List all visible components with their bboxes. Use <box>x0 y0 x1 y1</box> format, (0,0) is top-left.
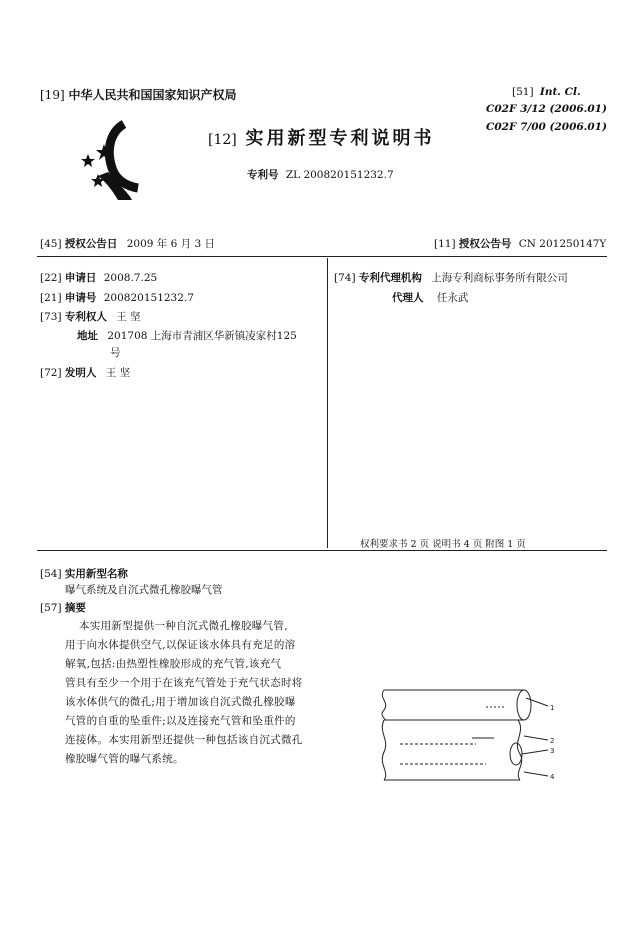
patent-no: ZL 200820151232.7 <box>285 169 394 181</box>
abstract-line: 用于向水体提供空气,以保证该水体具有充足的溶 <box>65 639 296 651</box>
connector-left-wave <box>382 720 385 780</box>
pipe-left-wave <box>382 690 386 720</box>
grant-label: 授权公告日 <box>64 238 118 250</box>
page-summary: 权利要求书 2 页 说明书 4 页 附图 1 页 <box>360 539 526 550</box>
grant-date: 2009 年 6 月 3 日 <box>126 238 216 250</box>
abstract-heading: [57] 摘要 <box>40 602 86 614</box>
pipe-end-ellipse <box>517 690 531 720</box>
pub-no-label: 授权公告号 <box>458 238 512 250</box>
pub-no: CN 201250147Y <box>518 238 607 250</box>
biblio-row-22: [22] 申请日 2008.7.25 <box>40 272 158 284</box>
aeration-pipe-figure <box>376 680 566 795</box>
figure-label-1: 1 <box>550 704 555 712</box>
doc-type-title: 实用新型专利说明书 <box>245 128 435 149</box>
sipo-emblem-icon <box>72 120 152 200</box>
title-heading: [54] 实用新型名称 <box>40 568 128 580</box>
leader-line-4 <box>524 772 548 776</box>
leader-line-2 <box>524 736 548 740</box>
abstract-line: 连接体。本实用新型还提供一种包括该自沉式微孔 <box>65 734 303 746</box>
emblem-star-2 <box>81 154 95 167</box>
patent-no-label: 专利号 <box>247 169 279 181</box>
figure-label-2: 2 <box>550 737 555 745</box>
abstract-line: 橡胶曝气管的曝气系统。 <box>65 753 184 765</box>
column-divider <box>327 258 328 548</box>
figure-label-4: 4 <box>550 773 555 781</box>
office-code: [19] <box>40 88 65 102</box>
abstract-line: 解氧,包括:由热塑性橡胶形成的充气管,该充气 <box>65 658 282 670</box>
biblio-row-74: [74] 专利代理机构 上海专利商标事务所有限公司 <box>334 272 568 284</box>
figure-label-3: 3 <box>550 747 555 755</box>
classification-entry: C02F 7/00 (2006.01) <box>486 121 607 133</box>
connector-right-edge <box>517 720 521 780</box>
leader-line-3 <box>522 750 548 754</box>
rule-top <box>37 256 607 257</box>
abstract-line: 该水体供气的微孔;用于增加该自沉式微孔橡胶曝 <box>65 696 296 708</box>
pub-no-code: [11] <box>434 238 456 250</box>
office-name: 中华人民共和国国家知识产权局 <box>68 88 237 102</box>
abstract-line: 气管的自重的坠重件;以及连接充气管和坠重件的 <box>65 715 296 727</box>
biblio-row-73: [73] 专利权人 王 坚 <box>40 311 141 323</box>
rule-middle <box>37 550 607 551</box>
biblio-row-21: [21] 申请号 200820151232.7 <box>40 292 194 304</box>
biblio-row-agent: 代理人 任永武 <box>392 292 469 304</box>
utility-model-title: 曝气系统及自沉式微孔橡胶曝气管 <box>65 584 223 596</box>
biblio-row-address: 地址 201708 上海市青浦区华新镇凌家村125 <box>77 330 297 342</box>
abstract-line: 管具有至少一个用于在该充气管处于充气状态时将 <box>65 677 303 689</box>
classification-label: Int. Cl. <box>539 86 581 98</box>
classification-code: [51] <box>512 86 534 98</box>
classification-entry: C02F 3/12 (2006.01) <box>486 103 607 115</box>
doc-type-code: [12] <box>208 132 237 148</box>
grant-code: [45] <box>40 238 62 250</box>
abstract-line: 本实用新型提供一种自沉式微孔橡胶曝气管, <box>79 620 288 632</box>
biblio-row-72: [72] 发明人 王 坚 <box>40 367 131 379</box>
leader-line-1 <box>526 698 548 706</box>
biblio-row-address-cont: 号 <box>110 347 121 359</box>
